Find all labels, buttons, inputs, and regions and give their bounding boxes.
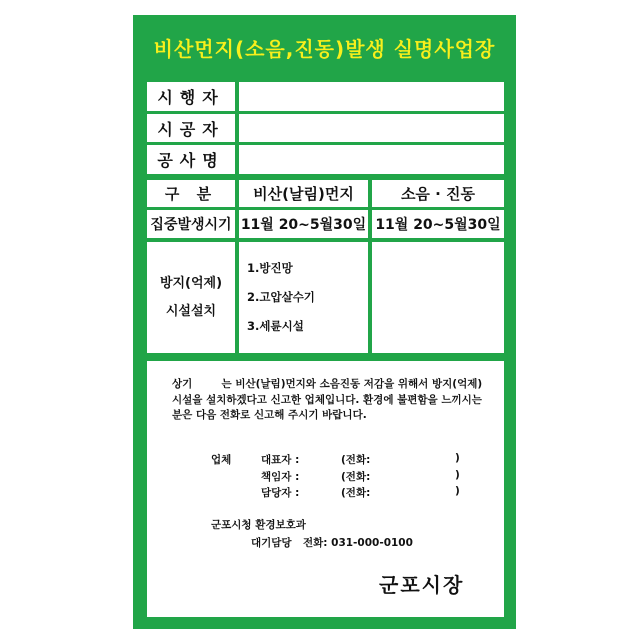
notice-panel [147,361,504,617]
constructor-field [239,114,504,142]
constructor-label-text: 시공자 [157,119,225,139]
period-label [147,210,235,238]
company-label: 업체 [211,454,232,466]
dust-period [239,210,368,238]
prevention-label-line2: 시설설치 [165,303,217,319]
office-duty-label: 대기담당 [251,537,292,549]
rep-label: 대표자 : [261,454,300,466]
sign-title: 비산먼지(소음,진동)발생 실명사업장 [153,37,496,61]
noise-measures [372,242,504,353]
dust-period-text: 11월 20~5월30일 [240,217,367,233]
office-department: 군포시청 환경보호과 [211,519,306,531]
measure-item: 3.세륜시설 [247,319,304,333]
noise-header [372,180,504,207]
prevention-label-line1: 방지(억제) [159,275,223,291]
noise-period [372,210,504,238]
manager-close-paren: ) [455,469,460,481]
prevention-label [147,242,235,353]
mayor-signature: 군포시장 [379,573,465,597]
rep-phone-label: (전화: [341,454,371,466]
staff-close-paren: ) [455,485,460,497]
operator-field [239,82,504,111]
constructor-label [147,114,235,142]
notice-line: 시설을 설치하겠다고 신고한 업체입니다. 환경에 불편함을 느끼시는 [172,393,482,406]
manager-phone-label: (전화: [341,471,371,483]
project-label-text: 공사명 [157,151,225,170]
notice-paragraph [172,377,492,424]
operator-label-text: 시행자 [157,88,225,107]
office-phone: 전화: 031-000-0100 [303,537,413,549]
project-label [147,145,235,174]
rep-close-paren: ) [455,452,460,464]
staff-label: 담당자 : [261,487,300,499]
staff-phone-label: (전화: [341,487,371,499]
noise-header-text: 소음 · 진동 [400,185,476,203]
dust-measures [239,242,368,353]
dust-header [239,180,368,207]
measure-item: 1.방진망 [247,261,293,275]
period-label-text: 집중발생시기 [150,217,232,233]
measure-item: 2.고압살수기 [247,290,315,304]
operator-label [147,82,235,111]
category-header-text: 구 분 [164,185,218,203]
notice-line: 상기 는 비산(날림)먼지와 소음진동 저감을 위해서 방지(억제) [172,378,483,390]
manager-label: 책임자 : [261,471,300,483]
project-field [239,145,504,174]
notice-line: 분은 다음 전화로 신고해 주시기 바랍니다. [172,409,367,421]
category-header [147,180,235,207]
noise-period-text: 11월 20~5월30일 [375,217,501,233]
dust-header-text: 비산(날림)먼지 [253,185,354,203]
